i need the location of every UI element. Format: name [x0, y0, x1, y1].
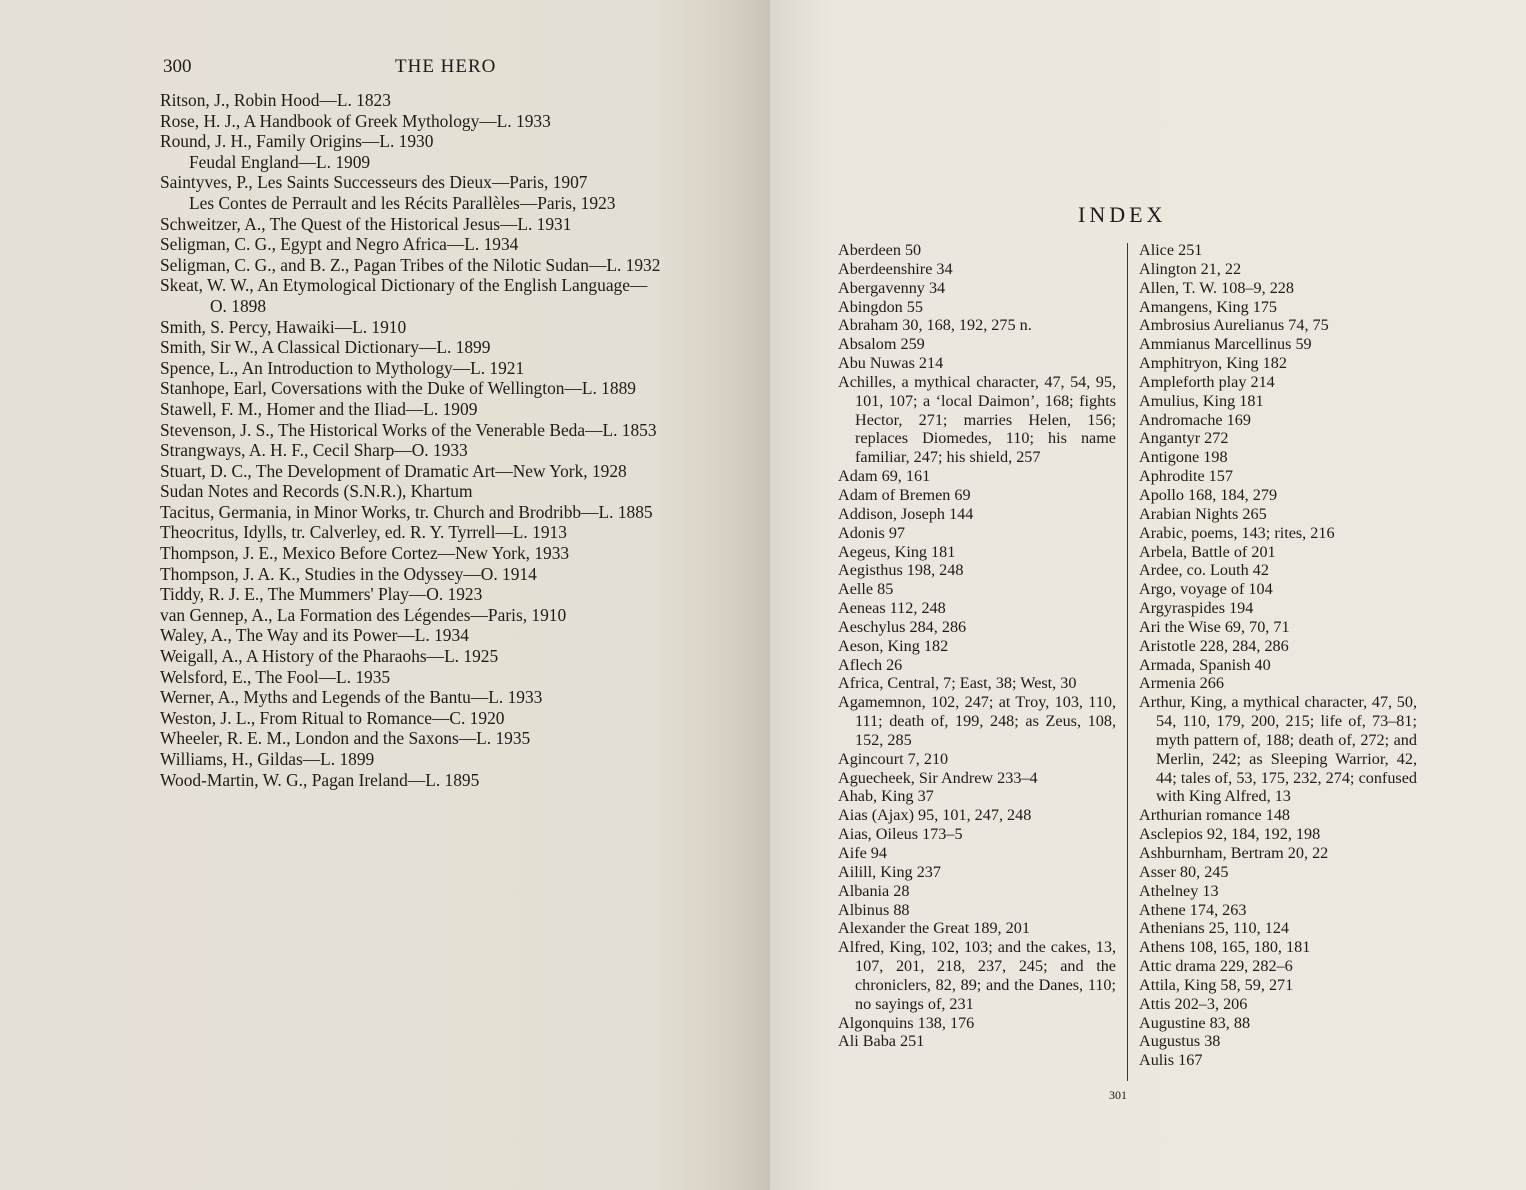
bibliography-entry: Feudal England—L. 1909: [189, 151, 371, 172]
index-entry: Ardee, co. Louth 42: [1139, 561, 1269, 580]
bibliography-entry: O. 1898: [210, 295, 267, 316]
bibliography-entry: Round, J. H., Family Origins—L. 1930: [160, 131, 434, 152]
index-entry: Athelney 13: [1139, 881, 1219, 900]
bibliography-entry: Weston, J. L., From Ritual to Romance—C. 1920: [160, 707, 505, 728]
index-entry: Adam of Bremen 69: [838, 485, 971, 504]
bibliography-entry: Skeat, W. W., An Etymological Dictionary of the English Language—: [160, 275, 648, 296]
bibliography-entry: Sudan Notes and Records (S.N.R.), Khartum: [160, 481, 473, 502]
bibliography-entry: Ritson, J., Robin Hood—L. 1823: [160, 90, 391, 110]
index-entry: Aeneas 112, 248: [838, 599, 946, 618]
index-entry: Ari the Wise 69, 70, 71: [1139, 617, 1290, 636]
index-entry: Amulius, King 181: [1139, 391, 1264, 410]
index-entry: Aias (Ajax) 95, 101, 247, 248: [838, 806, 1032, 825]
index-entry: Apollo 168, 184, 279: [1139, 485, 1278, 504]
bibliography-entry: Thompson, J. E., Mexico Before Cortez—New York, 1933: [160, 543, 570, 564]
bibliography-list: [160, 90, 750, 790]
bibliography-entry: Seligman, C. G., Egypt and Negro Africa—L. 1934: [160, 234, 519, 255]
bibliography-entry: Tiddy, R. J. E., The Mummers' Play—O. 1923: [160, 584, 483, 605]
index-entry: Amphitryon, King 182: [1139, 354, 1287, 373]
bibliography-entry: Wheeler, R. E. M., London and the Saxons—L. 1935: [160, 728, 531, 749]
bibliography-entry: Stanhope, Earl, Coversations with the Duke of Wellington—L. 1889: [160, 378, 636, 399]
bibliography-entry: Schweitzer, A., The Quest of the Historical Jesus—L. 1931: [160, 213, 572, 234]
index-entry: Aias, Oileus 173–5: [838, 825, 963, 844]
index-entry: Aegisthus 198, 248: [838, 561, 964, 580]
index-entry: Arthur, King, a mythical character, 47, 50, 54, 110, 179, 200, 215; life of, 73–81; myth pattern of, 188; death of, 272; and Merlin, 242; as Sleeping Warrior, 42, 44; tales of, 53, 175, 232, 274; confused with King Alfred, 13: [1139, 693, 1417, 806]
bibliography-entry: Stevenson, J. S., The Historical Works of the Venerable Beda—L. 1853: [160, 419, 657, 440]
page-number-left: 300: [163, 56, 192, 77]
bibliography-entry: van Gennep, A., La Formation des Légendes—Paris, 1910: [160, 604, 567, 625]
index-entry: Ailill, King 237: [838, 862, 941, 881]
index-entry: Arbela, Battle of 201: [1139, 542, 1276, 561]
index-entry: Abergavenny 34: [838, 278, 946, 297]
index-entry: Abu Nuwas 214: [838, 354, 944, 373]
index-entry: Armada, Spanish 40: [1139, 655, 1271, 674]
bibliography-entry: Spence, L., An Introduction to Mythology—L. 1921: [160, 357, 525, 378]
index-entry: Alexander the Great 189, 201: [838, 919, 1030, 938]
bibliography-entry: Saintyves, P., Les Saints Successeurs des Dieux—Paris, 1907: [160, 172, 588, 193]
index-entry: Aeschylus 284, 286: [838, 617, 967, 636]
index-entry: Albania 28: [838, 881, 910, 900]
index-entry: Augustine 83, 88: [1139, 1013, 1251, 1032]
bibliography-entry: Thompson, J. A. K., Studies in the Odyssey—O. 1914: [160, 563, 537, 584]
index-entry: Adam 69, 161: [838, 467, 931, 486]
bibliography-entry: Les Contes de Perrault and les Récits Parallèles—Paris, 1923: [189, 192, 616, 213]
index-title: INDEX: [1078, 202, 1167, 227]
bibliography-entry: Weigall, A., A History of the Pharaohs—L. 1925: [160, 646, 499, 667]
index-entry: Adonis 97: [838, 523, 906, 542]
bibliography-entry: Wood-Martin, W. G., Pagan Ireland—L. 1895: [160, 769, 480, 790]
index-entry: Ammianus Marcellinus 59: [1139, 335, 1312, 354]
index-entry: Agamemnon, 102, 247; at Troy, 103, 110, 111; death of, 199, 248; as Zeus, 108, 152, 285: [838, 693, 1116, 749]
index-entry: Aegeus, King 181: [838, 542, 956, 561]
index-entry: Athene 174, 263: [1139, 900, 1247, 919]
index-entry: Ambrosius Aurelianus 74, 75: [1139, 316, 1329, 335]
index-entry: Africa, Central, 7; East, 38; West, 30: [838, 674, 1077, 693]
index-entry: Ahab, King 37: [838, 787, 934, 806]
index-entry: Arabic, poems, 143; rites, 216: [1139, 523, 1335, 542]
index-entry: Athenians 25, 110, 124: [1139, 919, 1290, 938]
index-entry: Alice 251: [1139, 241, 1203, 259]
bibliography-entry: Smith, S. Percy, Hawaiki—L. 1910: [160, 316, 407, 337]
index-entry: Athens 108, 165, 180, 181: [1139, 938, 1311, 957]
index-entry: Agincourt 7, 210: [838, 749, 949, 768]
index-entry: Algonquins 138, 176: [838, 1013, 975, 1032]
index-entry: Andromache 169: [1139, 410, 1251, 429]
index-column-right: [1139, 241, 1417, 1070]
index-entry: Argyraspides 194: [1139, 599, 1254, 618]
bibliography-entry: Smith, Sir W., A Classical Dictionary—L. 1899: [160, 337, 491, 358]
index-entry: Aberdeen 50: [838, 241, 922, 259]
index-entry: Aristotle 228, 284, 286: [1139, 636, 1289, 655]
index-entry: Amangens, King 175: [1139, 297, 1278, 316]
index-entry: Abingdon 55: [838, 297, 923, 316]
index-column-left: [838, 241, 1116, 1051]
index-entry: Ashburnham, Bertram 20, 22: [1139, 844, 1329, 862]
index-entry: Absalom 259: [838, 335, 925, 354]
index-entry: Aguecheek, Sir Andrew 233–4: [838, 768, 1038, 787]
index-entry: Allen, T. W. 108–9, 228: [1139, 278, 1294, 297]
index-entry: Armenia 266: [1139, 674, 1224, 693]
index-entry: Arthurian romance 148: [1139, 806, 1291, 825]
index-entry: Aberdeenshire 34: [838, 259, 953, 278]
running-head-title: THE HERO: [395, 56, 497, 77]
index-entry: Aflech 26: [838, 655, 903, 674]
index-entry: Augustus 38: [1139, 1032, 1221, 1051]
bibliography-entry: Waley, A., The Way and its Power—L. 1934: [160, 625, 469, 646]
index-entry: Arabian Nights 265: [1139, 504, 1267, 523]
index-entry: Alington 21, 22: [1139, 259, 1242, 278]
index-entry: Alfred, King, 102, 103; and the cakes, 13, 107, 201, 218, 237, 245; and the chroniclers, 82, 89; and the Danes, 110; no sayings of, 231: [838, 938, 1116, 1013]
index-entry: Aphrodite 157: [1139, 467, 1233, 486]
bibliography-entry: Welsford, E., The Fool—L. 1935: [160, 666, 391, 687]
column-divider: [1127, 243, 1128, 1081]
index-entry: Antigone 198: [1139, 448, 1228, 467]
bibliography-entry: Theocritus, Idylls, tr. Calverley, ed. R. Y. Tyrrell—L. 1913: [160, 522, 567, 543]
index-entry: Addison, Joseph 144: [838, 504, 974, 523]
index-entry: Argo, voyage of 104: [1139, 580, 1273, 599]
index-entry: Attic drama 229, 282–6: [1139, 957, 1293, 976]
bibliography-entry: Strangways, A. H. F., Cecil Sharp—O. 1933: [160, 440, 468, 461]
index-entry: Attis 202–3, 206: [1139, 994, 1248, 1013]
index-entry: Aelle 85: [838, 580, 894, 599]
index-entry: Aife 94: [838, 844, 887, 862]
index-entry: Ali Baba 251: [838, 1032, 925, 1051]
index-entry: Albinus 88: [838, 900, 910, 919]
bibliography-entry: Werner, A., Myths and Legends of the Bantu—L. 1933: [160, 687, 543, 708]
bibliography-entry: Tacitus, Germania, in Minor Works, tr. Church and Brodribb—L. 1885: [160, 501, 653, 522]
index-entry: Aeson, King 182: [838, 636, 949, 655]
index-entry: Angantyr 272: [1139, 429, 1229, 448]
bibliography-entry: Williams, H., Gildas—L. 1899: [160, 749, 375, 769]
bibliography-entry: Stuart, D. C., The Development of Dramatic Art—New York, 1928: [160, 460, 627, 481]
bibliography-entry: Stawell, F. M., Homer and the Iliad—L. 1909: [160, 398, 478, 419]
bibliography-entry: Rose, H. J., A Handbook of Greek Mythology—L. 1933: [160, 110, 551, 131]
bibliography-entry: Seligman, C. G., and B. Z., Pagan Tribes of the Nilotic Sudan—L. 1932: [160, 254, 661, 275]
index-entry: Asclepios 92, 184, 192, 198: [1139, 825, 1321, 844]
index-entry: Abraham 30, 168, 192, 275 n.: [838, 316, 1032, 335]
index-entry: Ampleforth play 214: [1139, 372, 1275, 391]
index-entry: Achilles, a mythical character, 47, 54, 95, 101, 107; a ‘local Daimon’, 168; fights Hector, 271; marries Helen, 156; replaces Diomedes, 110; his name familiar, 247; his shield, 257: [838, 372, 1116, 467]
index-entry: Attila, King 58, 59, 271: [1139, 975, 1294, 994]
index-entry: Asser 80, 245: [1139, 862, 1229, 881]
page-number-right: 301: [1109, 1088, 1127, 1102]
index-entry: Aulis 167: [1139, 1051, 1203, 1070]
